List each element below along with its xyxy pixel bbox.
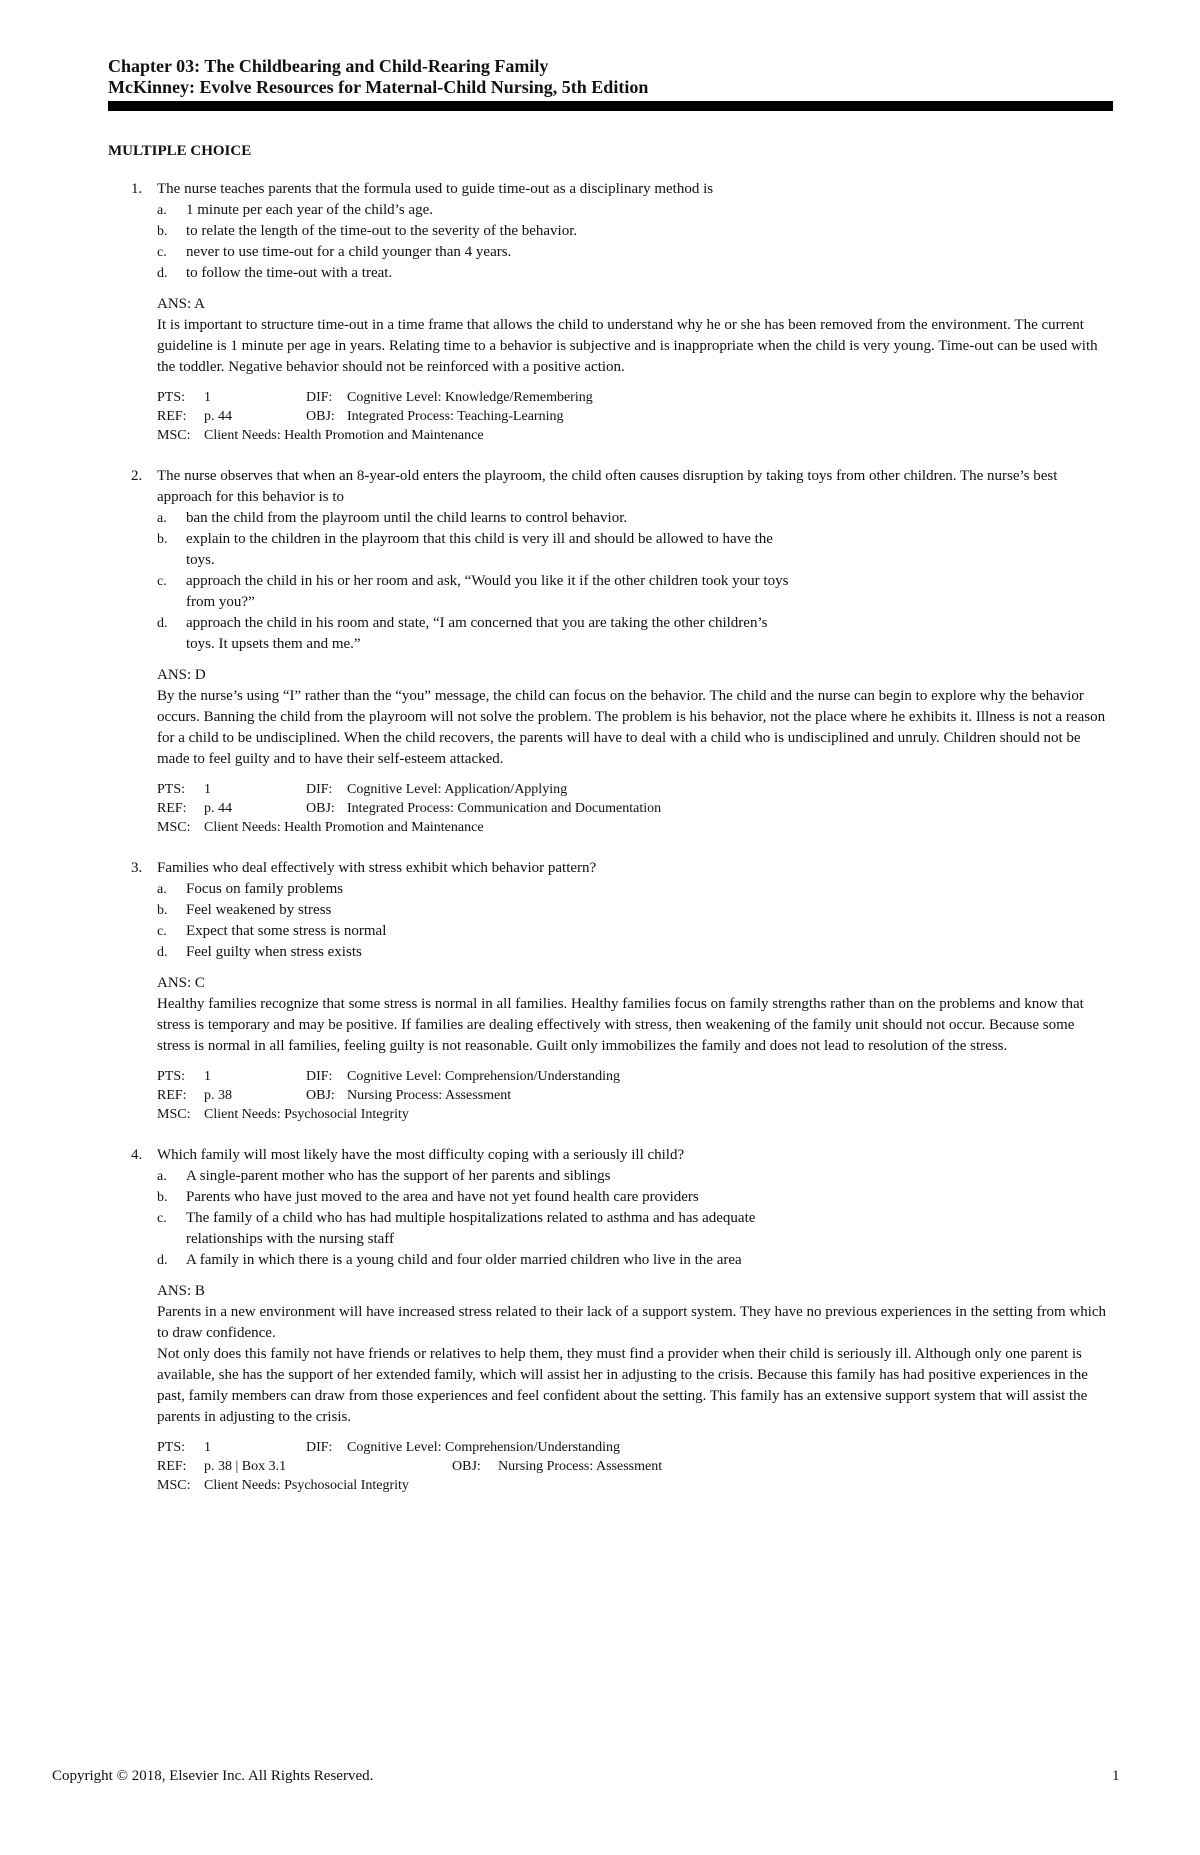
pts-value: 1 — [204, 1069, 211, 1084]
choice-letter: d. — [157, 945, 168, 960]
choice-letter: a. — [157, 882, 167, 897]
choice-a — [131, 1166, 1111, 1187]
choice-letter: d. — [157, 266, 168, 281]
choice-text: explain to the children in the playroom that this child is very ill and should be allowed to have the toys. — [186, 531, 773, 568]
question-metadata — [131, 1067, 1111, 1124]
choice-text: Expect that some stress is normal — [186, 923, 387, 939]
ref-label: REF: — [157, 409, 187, 424]
answer-choices — [131, 879, 1111, 963]
ref-value: p. 44 — [204, 409, 232, 424]
answer-block — [131, 665, 1111, 770]
rationale: By the nurse’s using “I” rather than the “you” message, the child can focus on the behavior. The child and the nurse can begin to explore why the behavior occurs. Banning the child from the playroom will not solve the problem. The problem is his behavior, not the place where he exhibits it. Illness is not a reason for a child to be undisciplined. When the child recovers, the parents will have to deal with a child who is undisciplined and unruly. Children should not be made to feel guilty and to have their self-esteem attacked. — [157, 688, 1106, 767]
question-number: 1. — [131, 181, 143, 197]
question-2 — [131, 466, 1111, 837]
pts-value: 1 — [204, 782, 211, 797]
choice-letter: a. — [157, 511, 167, 526]
dif-value: Cognitive Level: Application/Applying — [347, 782, 568, 797]
choice-text: 1 minute per each year of the child’s age. — [186, 202, 433, 218]
choice-a — [131, 200, 1111, 221]
question-text: The nurse teaches parents that the formula used to guide time-out as a disciplinary method is — [157, 181, 714, 197]
choice-text: Feel guilty when stress exists — [186, 944, 362, 960]
choice-text: A family in which there is a young child and four older married children who live in the area — [186, 1252, 742, 1268]
obj-value: Integrated Process: Teaching-Learning — [347, 409, 564, 424]
msc-label: MSC: — [157, 1107, 191, 1122]
dif-label: DIF: — [306, 1069, 333, 1084]
choice-c — [131, 571, 1111, 613]
choice-c — [131, 242, 1111, 263]
pts-value: 1 — [204, 1440, 211, 1455]
msc-value: Client Needs: Psychosocial Integrity — [204, 1478, 409, 1493]
pts-value: 1 — [204, 390, 211, 405]
rationale-continued: Not only does this family not have friends or relatives to help them, they must find a provider when their child is seriously ill. Although only one parent is available, she has the support of her extended family, which will assist her in adjusting to the crisis. Because this family has had positive experiences in the past, family members can draw from those experiences and feel confident about the setting. This family has an extensive support system that will assist the parents in adjusting to the crisis. — [157, 1346, 1088, 1425]
question-metadata — [131, 780, 1111, 837]
ref-label: REF: — [157, 1459, 187, 1474]
answer-key: ANS: B — [157, 1283, 205, 1299]
ref-label: REF: — [157, 801, 187, 816]
choice-letter: c. — [157, 1211, 167, 1226]
question-text: Families who deal effectively with stress exhibit which behavior pattern? — [157, 860, 597, 876]
obj-label: OBJ: — [306, 1088, 335, 1103]
choice-text: Parents who have just moved to the area and have not yet found health care providers — [186, 1189, 699, 1205]
question-metadata — [131, 388, 1111, 445]
dif-value: Cognitive Level: Knowledge/Remembering — [347, 390, 593, 405]
choice-b — [131, 529, 1111, 571]
ref-label: REF: — [157, 1088, 187, 1103]
choice-a — [131, 879, 1111, 900]
choice-text: A single-parent mother who has the support of her parents and siblings — [186, 1168, 611, 1184]
answer-block — [131, 294, 1111, 378]
dif-value: Cognitive Level: Comprehension/Understanding — [347, 1440, 620, 1455]
book-title: McKinney: Evolve Resources for Maternal-Child Nursing, 5th Edition — [108, 77, 649, 97]
answer-choices — [131, 1166, 1111, 1271]
choice-a — [131, 508, 1111, 529]
choice-b — [131, 221, 1111, 242]
rationale: It is important to structure time-out in a time frame that allows the child to understand why he or she has been removed from the environment. The current guideline is 1 minute per age in years. Relating time to a behavior is subjective and is inappropriate when the child is very young. Time-out can be used with the toddler. Negative behavior should not be reinforced with a positive action. — [157, 317, 1098, 375]
answer-block — [131, 973, 1111, 1057]
question-3 — [131, 858, 1111, 1124]
choice-text: approach the child in his or her room and ask, “Would you like it if the other children took your toys from you?” — [186, 573, 789, 610]
choice-letter: c. — [157, 924, 167, 939]
msc-label: MSC: — [157, 1478, 191, 1493]
choice-b — [131, 900, 1111, 921]
page-number: 1 — [1112, 1768, 1120, 1784]
choice-c — [131, 921, 1111, 942]
choice-text: ban the child from the playroom until the child learns to control behavior. — [186, 510, 628, 526]
choice-letter: d. — [157, 616, 168, 631]
choice-letter: b. — [157, 1190, 168, 1205]
dif-value: Cognitive Level: Comprehension/Understanding — [347, 1069, 620, 1084]
choice-letter: b. — [157, 903, 168, 918]
ref-value: p. 44 — [204, 801, 232, 816]
choice-letter: b. — [157, 224, 168, 239]
question-list — [131, 179, 1111, 1495]
msc-label: MSC: — [157, 820, 191, 835]
choice-letter: a. — [157, 1169, 167, 1184]
choice-text: Feel weakened by stress — [186, 902, 332, 918]
ref-value: p. 38 | Box 3.1 — [204, 1459, 287, 1474]
choice-text: The family of a child who has had multiple hospitalizations related to asthma and has adequate relationships with the nursing staff — [186, 1210, 756, 1247]
obj-label: OBJ: — [452, 1459, 481, 1474]
choice-d — [131, 942, 1111, 963]
msc-value: Client Needs: Health Promotion and Maintenance — [204, 428, 484, 443]
pts-label: PTS: — [157, 390, 186, 405]
obj-value: Nursing Process: Assessment — [347, 1088, 512, 1103]
question-number: 3. — [131, 860, 143, 876]
question-number: 4. — [131, 1147, 143, 1163]
choice-text: to follow the time-out with a treat. — [186, 265, 393, 281]
choice-d — [131, 263, 1111, 284]
answer-block — [131, 1281, 1111, 1428]
chapter-title: Chapter 03: The Childbearing and Child-Rearing Family — [108, 56, 549, 76]
choice-d — [131, 613, 1111, 655]
document-header — [108, 56, 1113, 98]
obj-value: Integrated Process: Communication and Documentation — [347, 801, 662, 816]
answer-key: ANS: D — [157, 667, 206, 683]
answer-choices — [131, 508, 1111, 655]
question-text: The nurse observes that when an 8-year-old enters the playroom, the child often causes disruption by taking toys from other children. The nurse’s best approach for this behavior is to — [157, 468, 1058, 505]
msc-label: MSC: — [157, 428, 191, 443]
obj-value: Nursing Process: Assessment — [498, 1459, 663, 1474]
choice-letter: c. — [157, 574, 167, 589]
choice-text: approach the child in his room and state, “I am concerned that you are taking the other children’s toys. It upsets them and me.” — [186, 615, 768, 652]
obj-label: OBJ: — [306, 801, 335, 816]
question-text: Which family will most likely have the most difficulty coping with a seriously ill child? — [157, 1147, 685, 1163]
choice-text: to relate the length of the time-out to the severity of the behavior. — [186, 223, 578, 239]
choice-text: never to use time-out for a child younger than 4 years. — [186, 244, 512, 260]
question-number: 2. — [131, 468, 143, 484]
dif-label: DIF: — [306, 782, 333, 797]
rationale: Healthy families recognize that some stress is normal in all families. Healthy families focus on family strengths rather than on the problems and know that stress is temporary and may be positive. If families are dealing effectively with stress, then weakening of the family unit should not occur. Because some stress is normal in all families, feeling guilty is not reasonable. Guilt only immobilizes the family and does not lead to resolution of the stress. — [157, 996, 1084, 1054]
choice-c — [131, 1208, 1111, 1250]
question-1 — [131, 179, 1111, 445]
question-stem — [131, 179, 1111, 200]
choice-letter: d. — [157, 1253, 168, 1268]
question-metadata — [131, 1438, 1111, 1495]
msc-value: Client Needs: Health Promotion and Maintenance — [204, 820, 484, 835]
choice-letter: b. — [157, 532, 168, 547]
choice-letter: a. — [157, 203, 167, 218]
answer-key: ANS: C — [157, 975, 205, 991]
question-stem — [131, 1145, 1111, 1166]
pts-label: PTS: — [157, 1440, 186, 1455]
question-stem — [131, 466, 1111, 508]
choice-text: Focus on family problems — [186, 881, 344, 897]
ref-value: p. 38 — [204, 1088, 232, 1103]
choice-d — [131, 1250, 1111, 1271]
answer-choices — [131, 200, 1111, 284]
answer-key: ANS: A — [157, 296, 205, 312]
pts-label: PTS: — [157, 782, 186, 797]
question-4 — [131, 1145, 1111, 1495]
header-rule — [108, 101, 1113, 111]
msc-value: Client Needs: Psychosocial Integrity — [204, 1107, 409, 1122]
dif-label: DIF: — [306, 1440, 333, 1455]
choice-b — [131, 1187, 1111, 1208]
section-label: MULTIPLE CHOICE — [108, 143, 252, 159]
obj-label: OBJ: — [306, 409, 335, 424]
dif-label: DIF: — [306, 390, 333, 405]
rationale: Parents in a new environment will have increased stress related to their lack of a support system. They have no previous experiences in the setting from which to draw confidence. — [157, 1304, 1107, 1341]
copyright-notice: Copyright © 2018, Elsevier Inc. All Rights Reserved. — [52, 1768, 374, 1784]
question-stem — [131, 858, 1111, 879]
choice-letter: c. — [157, 245, 167, 260]
pts-label: PTS: — [157, 1069, 186, 1084]
